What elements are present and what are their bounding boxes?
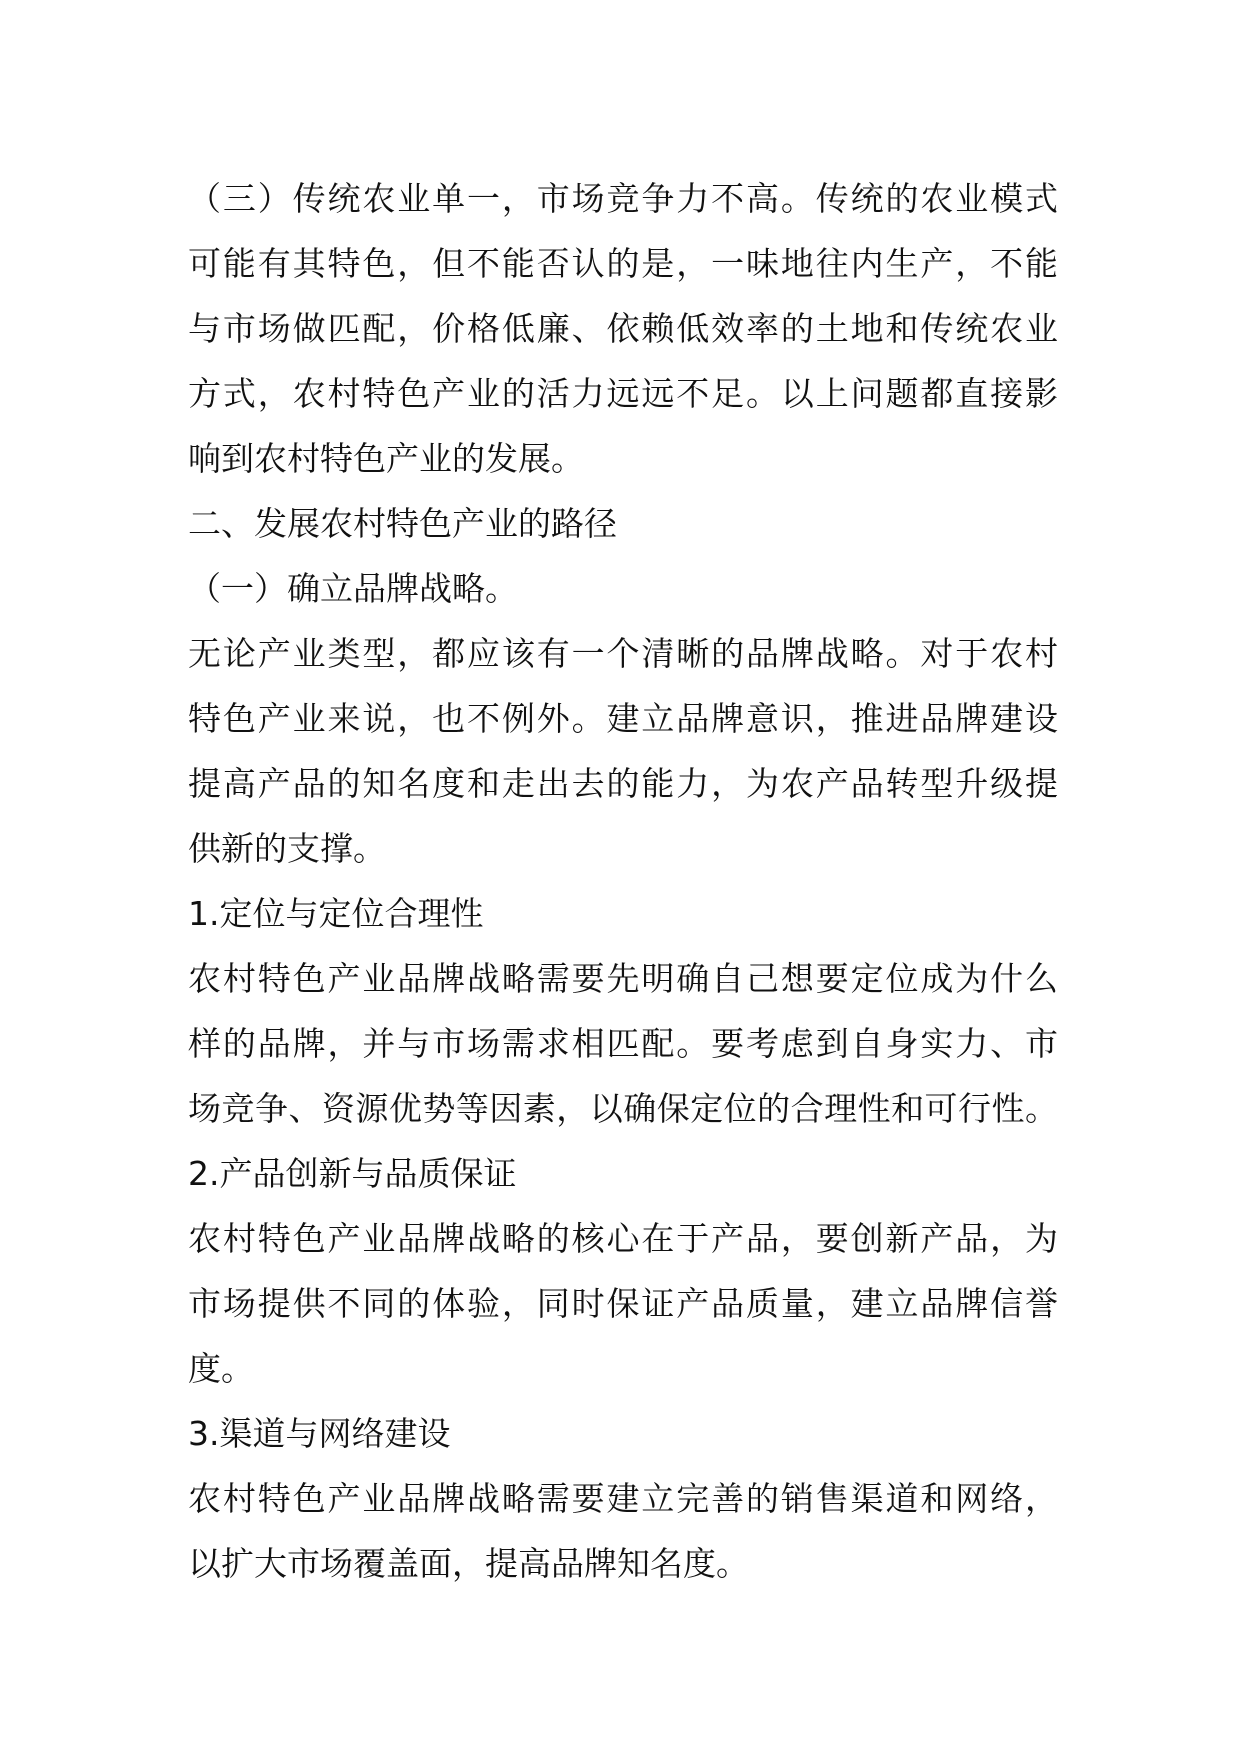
paragraph-line: 方式，农村特色产业的活力远远不足。以上问题都直接影 xyxy=(188,374,1058,413)
paragraph-line: 农村特色产业品牌战略需要先明确自己想要定位成为什么 xyxy=(188,959,1058,998)
paragraph-line: 以扩大市场覆盖面，提高品牌知名度。 xyxy=(188,1544,749,1583)
paragraph-line: 样的品牌，并与市场需求相匹配。要考虑到自身实力、市 xyxy=(188,1024,1058,1063)
paragraph-line: 响到农村特色产业的发展。 xyxy=(188,439,584,478)
paragraph-line: 市场提供不同的体验，同时保证产品质量，建立品牌信誉 xyxy=(188,1284,1058,1323)
paragraph-line: 与市场做匹配，价格低廉、依赖低效率的土地和传统农业 xyxy=(188,309,1058,348)
paragraph-line: 农村特色产业品牌战略需要建立完善的销售渠道和网络， xyxy=(188,1479,1058,1518)
paragraph-line: 特色产业来说，也不例外。建立品牌意识，推进品牌建设 xyxy=(188,699,1058,738)
item-heading: 1.定位与定位合理性 xyxy=(188,894,484,933)
item-heading: 3.渠道与网络建设 xyxy=(188,1414,451,1453)
paragraph-line: （三）传统农业单一，市场竞争力不高。传统的农业模式 xyxy=(188,179,1058,218)
paragraph-line: 可能有其特色，但不能否认的是，一味地往内生产，不能 xyxy=(188,244,1058,283)
subsection-heading: （一）确立品牌战略。 xyxy=(188,569,518,608)
section-heading: 二、发展农村特色产业的路径 xyxy=(188,504,617,543)
item-heading: 2.产品创新与品质保证 xyxy=(188,1154,517,1193)
paragraph-line: 提高产品的知名度和走出去的能力，为农产品转型升级提 xyxy=(188,764,1058,803)
paragraph-line: 无论产业类型，都应该有一个清晰的品牌战略。对于农村 xyxy=(188,634,1058,673)
paragraph-line: 度。 xyxy=(188,1349,254,1388)
document-body xyxy=(188,166,1058,1596)
paragraph-line: 农村特色产业品牌战略的核心在于产品，要创新产品，为 xyxy=(188,1219,1058,1258)
paragraph-line: 供新的支撑。 xyxy=(188,829,386,868)
paragraph-line: 场竞争、资源优势等因素，以确保定位的合理性和可行性。 xyxy=(188,1089,1058,1128)
